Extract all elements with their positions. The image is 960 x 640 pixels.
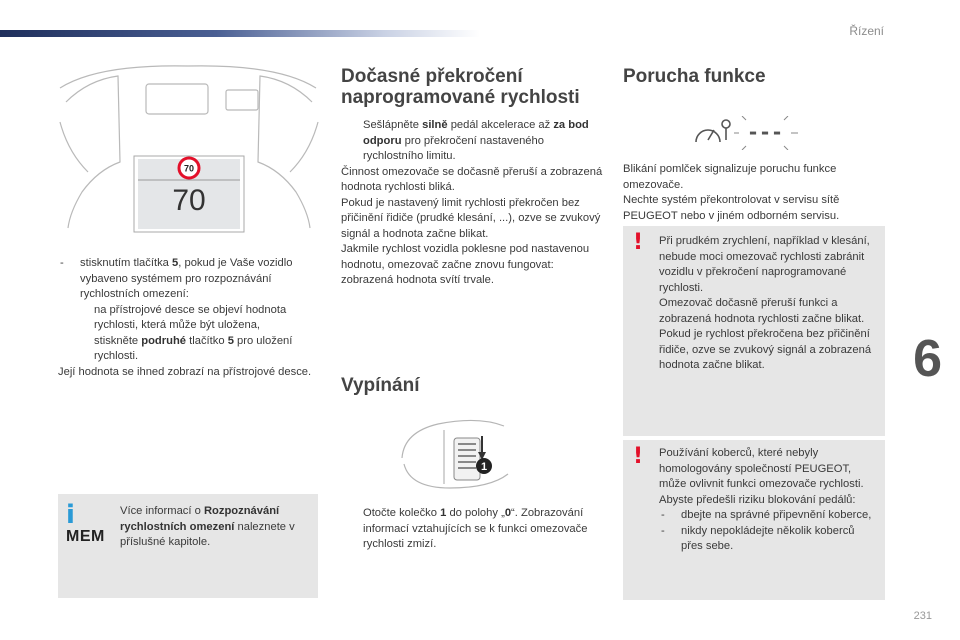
malfunction-heading-wrap [623,66,885,87]
paragraph: Jakmile rychlost vozidla poklesne pod nastavenou hodnotu, omezovač začne znovu fungovat: zobrazená hodnota svítí trvale. [341,243,590,286]
chapter-number: 6 [913,330,942,388]
list-item: Sešlápněte silně pedál akcelerace až za bod odporu pro překročení nastaveného rychlostního limitu. [363,119,589,162]
warning-text [659,446,879,555]
middle-text-column [341,66,603,289]
list-item: - nikdy nepokládejte několik koberců přes sebe. [661,524,855,552]
paragraph: Abyste předešli riziku blokování pedálů: [659,493,856,506]
warning-icon: ! [633,444,644,469]
speed-display-value: 70 [172,184,206,217]
speed-sign-value: 70 [183,163,195,174]
info-box [58,494,318,598]
switch-callout-1: 1 [480,461,488,473]
paragraph: Při prudkém zrychlení, například v klesání, nebude moci omezovač rychlosti zabránit vozidlu v překročení naprogramované rychlosti. [659,235,870,294]
paragraph: Blikání pomlček signalizuje poruchu funkce omezovače. [623,163,837,191]
info-icon: i [66,500,75,530]
section-title-temporary-overspeed: Dočasné překročení naprogramované rychlosti [341,66,580,108]
paragraph: Pokud je nastavený limit rychlosti překročen bez přičinění řidiče (prudké klesání, ...), ozve se zvukový signál a hodnota začne blikat. [341,196,601,240]
malfunction-text [623,162,885,224]
left-text-column [58,256,320,380]
list-item: - stisknutím tlačítka 5, pokud je Vaše vozidlo vybaveno systémem pro rozpoznávání rychlostních omezení: [60,257,293,300]
info-box-text: Více informací o Rozpoznávání rychlostních omezení naleznete v příslušné kapitole. [120,505,295,548]
list-item: - dbejte na správné připevnění koberce, [661,509,872,521]
switch-off-text [341,506,603,553]
closing-paragraph: Její hodnota se ihned zobrazí na přístrojové desce. [58,365,312,378]
list-item: na přístrojové desce se objeví hodnota rychlosti, která může být uložena, [94,303,287,331]
warning-box-acceleration [623,226,885,436]
header-color-bar [0,30,480,37]
warning-box-floor-mats [623,440,885,600]
steering-column-switch-illustration [398,414,518,494]
section-title-switch-off: Vypínání [341,375,420,396]
list-item: Otočte kolečko 1 do polohy „0“. Zobrazování informací vztahujících se k funkci omezovače rychlosti zmizí. [363,507,588,550]
section-title-malfunction: Porucha funkce [623,66,766,87]
paragraph: Pokud je rychlost překročena bez přičinění řidiče, ozve se zvukový signál a zobrazená hodnota začne blikat. [659,328,872,371]
speed-limit-display-illustration [58,62,320,234]
chapter-title: Řízení [849,24,884,38]
paragraph: Omezovač dočasně přeruší funkci a zobrazená hodnota rychlosti začne blikat. [659,297,865,325]
warning-icon: ! [633,230,644,255]
dash-display: --- [746,120,784,144]
list-item: stiskněte podruhé tlačítko 5 pro uložení rychlosti. [94,334,293,362]
mem-label: MEM [66,528,105,545]
warning-text [659,234,879,374]
paragraph: Nechte systém překontrolovat v servisu sítě PEUGEOT nebo v jiném odborném servisu. [623,194,840,222]
speed-limiter-fault-icon [692,116,802,150]
page-number: 231 [913,610,932,622]
switch-off-heading-wrap [341,375,603,396]
paragraph: Používání koberců, které nebyly homologovány společností PEUGEOT, může ovlivnit funkci omezovače rychlosti. [659,447,864,490]
paragraph: Činnost omezovače se dočasně přeruší a zobrazená hodnota rychlosti bliká. [341,165,603,193]
